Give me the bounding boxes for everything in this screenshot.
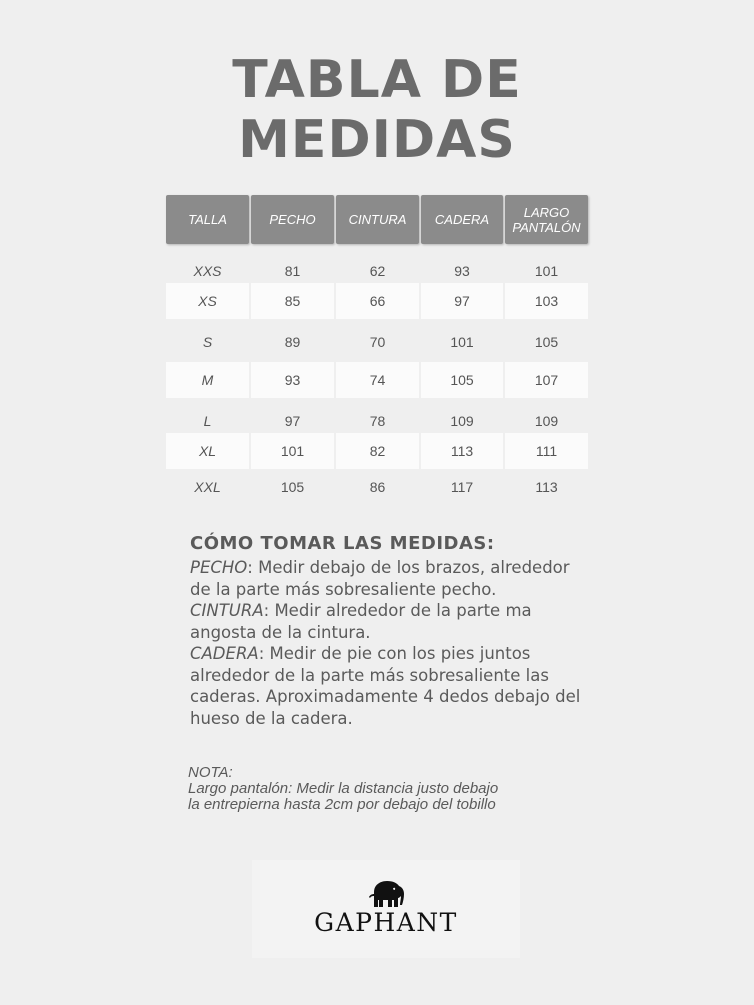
- cell-cadera: 93: [454, 263, 470, 279]
- cell-pecho: 101: [251, 433, 334, 469]
- cell-cadera: 109: [450, 413, 474, 429]
- cell-pecho: 81: [284, 263, 301, 279]
- cell-cintura: 66: [336, 283, 419, 319]
- cell-cadera: 117: [450, 479, 474, 495]
- cell-cintura: 78: [369, 413, 386, 429]
- title-line-1: TABLA DE: [232, 50, 522, 110]
- cell-cadera: 97: [421, 283, 503, 319]
- cell-pecho: 105: [280, 479, 305, 495]
- cell-pecho: 85: [251, 283, 334, 319]
- header-pecho: PECHO: [251, 195, 334, 244]
- note-line-1: Largo pantalón: Medir la distancia justo debajo: [188, 780, 499, 797]
- table-row: [166, 433, 588, 469]
- instructions-title: CÓMO TOMAR LAS MEDIDAS:: [190, 533, 495, 554]
- cell-cintura: 74: [336, 362, 419, 398]
- cell-cadera: 105: [421, 362, 503, 398]
- cell-pecho: 93: [251, 362, 334, 398]
- cell-largo: 103: [505, 283, 588, 319]
- waist-text: : Medir alrededor de la parte ma angosta de la cintura.: [190, 601, 532, 642]
- header-cintura: CINTURA: [336, 195, 419, 244]
- elephant-icon: [368, 879, 406, 909]
- cell-size: XS: [166, 283, 249, 319]
- table-row: [166, 283, 588, 319]
- cell-largo: 109: [534, 413, 559, 429]
- cell-largo: 107: [505, 362, 588, 398]
- note-line-2: la entrepierna hasta 2cm por debajo del tobillo: [188, 796, 496, 813]
- header-talla: TALLA: [166, 195, 249, 244]
- cell-largo: 105: [534, 334, 559, 350]
- waist-term: CINTURA: [190, 601, 264, 620]
- cell-cintura: 62: [369, 263, 386, 279]
- header-cadera: CADERA: [421, 195, 503, 244]
- cell-size: M: [166, 362, 249, 398]
- cell-cintura: 86: [369, 479, 386, 495]
- cell-size: XXL: [194, 479, 221, 495]
- hip-text: : Medir de pie con los pies juntos alrededor de la parte más sobresaliente las caderas. Aproximadamente 4 dedos debajo del hueso de la cadera.: [190, 644, 581, 728]
- cell-largo: 113: [535, 479, 558, 495]
- cell-cintura: 70: [369, 334, 386, 350]
- cell-cadera: 113: [421, 433, 503, 469]
- cell-pecho: 97: [284, 413, 301, 429]
- hip-instruction: [190, 643, 590, 729]
- note-block: [188, 765, 608, 813]
- title-line-2: MEDIDAS: [238, 110, 516, 170]
- cell-size: S: [202, 334, 213, 350]
- cell-largo: 101: [534, 263, 559, 279]
- note-label: NOTA:: [188, 764, 233, 781]
- cell-size: XXS: [193, 263, 222, 279]
- waist-instruction: [190, 600, 590, 643]
- header-largo-pantalon: LARGO PANTALÓN: [505, 195, 588, 244]
- table-row: [166, 324, 588, 360]
- cell-size: L: [203, 413, 212, 429]
- hip-term: CADERA: [190, 644, 259, 663]
- brand-logo: [252, 860, 520, 958]
- table-row: [166, 469, 588, 505]
- cell-cintura: 82: [336, 433, 419, 469]
- cell-largo: 111: [505, 433, 588, 469]
- cell-pecho: 89: [284, 334, 301, 350]
- chest-text: : Medir debajo de los brazos, alrededor de la parte más sobresaliente pecho.: [190, 558, 570, 599]
- table-row: [166, 362, 588, 398]
- chest-instruction: [190, 557, 590, 600]
- measuring-instructions: [190, 533, 590, 729]
- chest-term: PECHO: [190, 558, 248, 577]
- page-title: [0, 50, 754, 170]
- cell-cadera: 101: [450, 334, 474, 350]
- brand-name: GAPHANT: [314, 908, 458, 937]
- cell-size: XL: [166, 433, 249, 469]
